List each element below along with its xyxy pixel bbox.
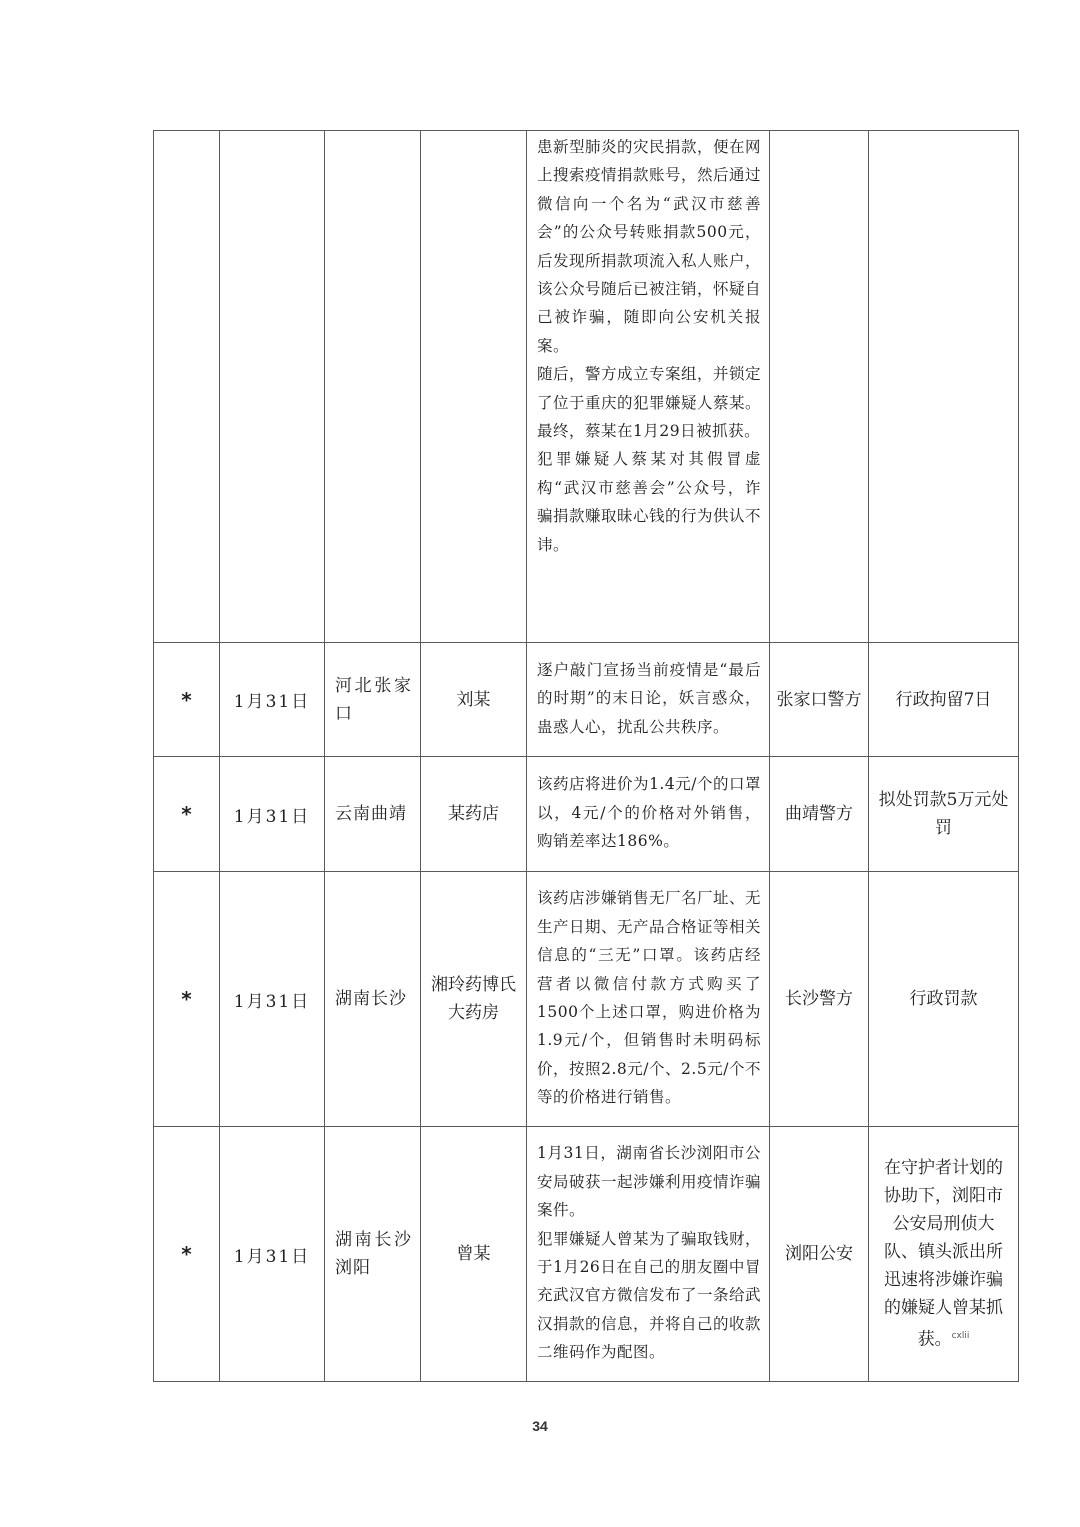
date-cell: 1月31日 <box>220 757 325 872</box>
row-marker: * <box>154 872 220 1127</box>
result-cell: 拟处罚款5万元处罚 <box>869 757 1019 872</box>
authority-cell: 张家口警方 <box>770 643 869 757</box>
authority-cell: 曲靖警方 <box>770 757 869 872</box>
result-cell: 行政拘留7日 <box>869 643 1019 757</box>
table-row <box>154 1127 1019 1382</box>
result-cell <box>869 131 1019 643</box>
date-cell: 1月31日 <box>220 643 325 757</box>
authority-cell: 长沙警方 <box>770 872 869 1127</box>
description-cell <box>527 1127 770 1382</box>
result-cell <box>869 1127 1019 1382</box>
result-cell: 行政罚款 <box>869 872 1019 1127</box>
table-row <box>154 643 1019 757</box>
table-row <box>154 757 1019 872</box>
description-paragraph: 逐户敲门宣扬当前疫情是“最后的时期”的末日论，妖言惑众，蛊惑人心，扰乱公共秩序。 <box>537 660 761 736</box>
description-paragraph: 该药店将进价为1.4元/个的口罩以，4元/个的价格对外销售，购销差率达186%。 <box>537 775 761 851</box>
subject-cell: 湘玲药博氏大药房 <box>421 872 527 1127</box>
row-marker <box>154 131 220 643</box>
description-paragraph: 犯罪嫌疑人蔡某对其假冒虚构“武汉市慈善会”公众号，诈骗捐款赚取昧心钱的行为供认不讳。 <box>537 450 762 554</box>
subject-cell: 曾某 <box>421 1127 527 1382</box>
location-cell: 云南曲靖 <box>325 757 421 872</box>
incident-table <box>153 130 1019 1382</box>
description-paragraph: 犯罪嫌疑人曾某为了骗取钱财，于1月26日在自己的朋友圈中冒充武汉官方微信发布了一条给武汉捐款的信息，并将自己的收款二维码作为配图。 <box>537 1229 762 1362</box>
location-cell: 湖南长沙浏阳 <box>325 1127 421 1382</box>
description-paragraph: 1月31日，湖南省长沙浏阳市公安局破获一起涉嫌利用疫情诈骗案件。 <box>537 1144 762 1220</box>
description-cell <box>527 131 770 643</box>
table-row <box>154 131 1019 643</box>
subject-cell: 某药店 <box>421 757 527 872</box>
date-cell: 1月31日 <box>220 1127 325 1382</box>
description-cell <box>527 757 770 872</box>
subject-cell <box>421 131 527 643</box>
description-paragraph: 该药店涉嫌销售无厂名厂址、无生产日期、无产品合格证等相关信息的“三无”口罩。该药店经营者以微信付款方式购买了1500个上述口罩，购进价格为1.9元/个，但销售时未明码标价，按照2.8元/个、2.5元/个不等的价格进行销售。 <box>537 889 762 1107</box>
description-cell <box>527 872 770 1127</box>
description-paragraph: 随后，警方成立专案组，并锁定了位于重庆的犯罪嫌疑人蔡某。最终，蔡某在1月29日被抓获。 <box>537 365 762 441</box>
result-text: 在守护者计划的协助下，浏阳市公安局刑侦大队、镇头派出所迅速将涉嫌诈骗的嫌疑人曾某抓获。 <box>884 1158 1003 1350</box>
date-cell: 1月31日 <box>220 872 325 1127</box>
location-cell: 湖南长沙 <box>325 872 421 1127</box>
authority-cell: 浏阳公安 <box>770 1127 869 1382</box>
authority-cell <box>770 131 869 643</box>
page-number: 34 <box>532 1418 548 1434</box>
row-marker: * <box>154 757 220 872</box>
table-row <box>154 872 1019 1127</box>
location-cell <box>325 131 421 643</box>
footnote-reference: cxlii <box>951 1331 970 1342</box>
row-marker: * <box>154 1127 220 1382</box>
description-paragraph: 患新型肺炎的灾民捐款，便在网上搜索疫情捐款账号，然后通过微信向一个名为“武汉市慈善会”的公众号转账捐款500元，后发现所捐款项流入私人账户，该公众号随后已被注销，怀疑自己被诈骗，随即向公安机关报案。 <box>537 138 762 355</box>
date-cell <box>220 131 325 643</box>
description-cell <box>527 643 770 757</box>
location-cell: 河北张家口 <box>325 643 421 757</box>
row-marker: * <box>154 643 220 757</box>
subject-cell: 刘某 <box>421 643 527 757</box>
